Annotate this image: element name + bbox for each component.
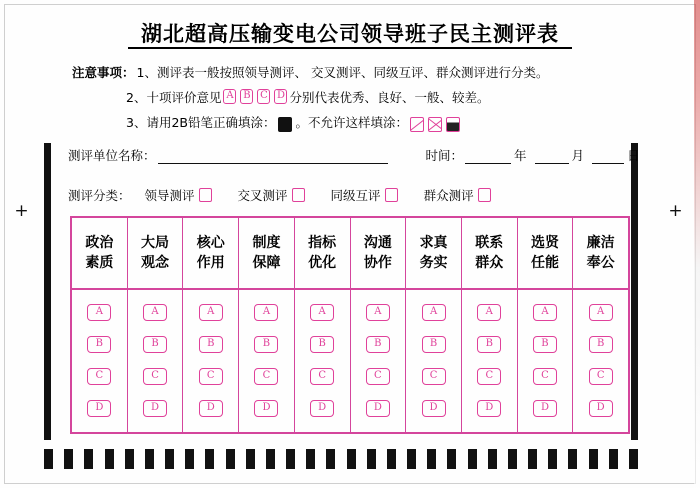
timing-tick [84, 449, 93, 469]
answer-bubble[interactable]: A [87, 304, 111, 321]
answer-bubble[interactable]: B [477, 336, 501, 353]
answer-bubble[interactable]: D [199, 400, 223, 417]
grid-column-bubbles [462, 290, 517, 432]
grid-column [239, 218, 295, 432]
grid-column-header [295, 218, 350, 290]
answer-bubble[interactable]: C [422, 368, 446, 385]
timing-tick [609, 449, 618, 469]
note-3-number: 3、 [126, 115, 147, 130]
timing-tick [226, 449, 235, 469]
timing-bar-left [44, 143, 51, 440]
grid-column-header-line1: 选贤 [530, 235, 559, 251]
answer-bubble[interactable]: B [589, 336, 613, 353]
timing-tick [44, 449, 53, 469]
timing-tick [326, 449, 335, 469]
note-3-text-after: 。不允许这样填涂： [295, 115, 408, 130]
category-option-cross-label: 交叉测评 [237, 188, 288, 203]
answer-bubble[interactable]: B [87, 336, 111, 353]
category-label: 测评分类： [68, 188, 131, 203]
timing-tick [306, 449, 315, 469]
answer-bubble[interactable]: C [589, 368, 613, 385]
grid-column [462, 218, 518, 432]
grid-column [406, 218, 462, 432]
timing-tick [548, 449, 557, 469]
grid-column-header-line2: 协作 [363, 255, 392, 271]
answer-bubble[interactable]: B [310, 336, 334, 353]
answer-bubble[interactable]: A [310, 304, 334, 321]
note-2-text-after: 分别代表优秀、良好、一般、较差。 [289, 90, 490, 105]
grid-column-header-line1: 沟通 [363, 235, 392, 251]
grid-column-header-line1: 廉洁 [586, 235, 615, 251]
grid-column-header [406, 218, 461, 290]
evaluation-grid [70, 216, 630, 434]
grid-column [573, 218, 628, 432]
category-option-mass-label: 群众测评 [423, 188, 474, 203]
category-option-mass-checkbox[interactable] [478, 188, 491, 202]
grid-column-header-line1: 联系 [475, 235, 504, 251]
grid-column-bubbles [295, 290, 350, 432]
timing-tick [407, 449, 416, 469]
grid-column-bubbles [351, 290, 406, 432]
grid-column-header-line2: 优化 [308, 255, 337, 271]
unit-name-input[interactable] [158, 149, 388, 164]
grid-column [295, 218, 351, 432]
timing-tick [125, 449, 134, 469]
grid-column-bubbles [72, 290, 127, 432]
timing-tick [165, 449, 174, 469]
registration-mark-right-icon: + [668, 201, 683, 221]
grid-column [128, 218, 184, 432]
answer-bubble[interactable]: B [199, 336, 223, 353]
answer-bubble[interactable]: C [533, 368, 557, 385]
grid-column-header-line2: 保障 [252, 255, 281, 271]
timing-tick [105, 449, 114, 469]
option-bubble-a: A [223, 89, 236, 104]
grid-column-bubbles [573, 290, 628, 432]
grid-column-header-line1: 指标 [308, 235, 337, 251]
timing-tick [145, 449, 154, 469]
timing-tick [266, 449, 275, 469]
note-2-number: 2、 [126, 90, 147, 105]
answer-bubble[interactable]: A [589, 304, 613, 321]
category-option-peer-label: 同级互评 [330, 188, 381, 203]
answer-bubble[interactable]: A [477, 304, 501, 321]
grid-column-header-line2: 任能 [530, 255, 559, 271]
answer-bubble[interactable]: D [477, 400, 501, 417]
grid-column-header-line1: 核心 [196, 235, 225, 251]
grid-column-header [72, 218, 127, 290]
answer-bubble[interactable]: C [477, 368, 501, 385]
timing-tick [488, 449, 497, 469]
note-1-text: 测评表一般按照领导测评、 交叉测评、同级互评、群众测评进行分类。 [156, 65, 549, 80]
note-line-2 [72, 85, 632, 110]
grid-column-header [239, 218, 294, 290]
timing-tick [64, 449, 73, 469]
unit-and-date-row [68, 146, 642, 164]
grid-column-header-line1: 大局 [141, 235, 170, 251]
grid-column-header [573, 218, 628, 290]
wrong-fill-slash-icon [410, 117, 424, 132]
month-unit: 月 [571, 148, 585, 163]
timing-tick [205, 449, 214, 469]
answer-bubble[interactable]: D [422, 400, 446, 417]
answer-bubble[interactable]: D [533, 400, 557, 417]
grid-column-header-line2: 观念 [141, 255, 170, 271]
category-option-mass[interactable] [424, 186, 491, 204]
grid-column [72, 218, 128, 432]
timing-tick [367, 449, 376, 469]
category-option-cross[interactable] [238, 186, 305, 204]
timing-tick [447, 449, 456, 469]
option-bubble-b: B [240, 89, 253, 104]
wrong-fill-cross-icon [428, 117, 442, 132]
note-2-text-before: 十项评价意见 [146, 90, 222, 105]
note-line-1 [72, 60, 632, 85]
grid-column-header-line1: 政治 [85, 235, 114, 251]
answer-bubble[interactable]: D [254, 400, 278, 417]
grid-column [518, 218, 574, 432]
answer-bubble[interactable]: D [310, 400, 334, 417]
answer-bubble[interactable]: C [199, 368, 223, 385]
answer-bubble[interactable]: A [199, 304, 223, 321]
grid-column-bubbles [183, 290, 238, 432]
grid-column [351, 218, 407, 432]
timing-tick [185, 449, 194, 469]
timing-tick [427, 449, 436, 469]
notes-block [72, 60, 632, 135]
correct-fill-mark-icon [278, 117, 292, 132]
grid-column-bubbles [128, 290, 183, 432]
grid-column-header [518, 218, 573, 290]
category-option-leader-checkbox[interactable] [199, 188, 212, 202]
category-row [68, 186, 517, 204]
grid-column-header-line2: 作用 [196, 255, 225, 271]
grid-column-header-line1: 制度 [252, 235, 281, 251]
unit-label: 测评单位名称： [68, 148, 156, 163]
answer-bubble[interactable]: C [87, 368, 111, 385]
option-bubble-d: D [274, 89, 287, 104]
answer-bubble[interactable]: B [254, 336, 278, 353]
answer-bubble[interactable]: D [589, 400, 613, 417]
page-title: 湖北超高压输变电公司领导班子民主测评表 [141, 22, 559, 46]
answer-bubble[interactable]: A [533, 304, 557, 321]
grid-column-bubbles [518, 290, 573, 432]
note-1-number: 1、 [136, 65, 157, 80]
grid-column [183, 218, 239, 432]
timing-track-bottom [44, 449, 638, 469]
timing-tick [468, 449, 477, 469]
timing-tick [589, 449, 598, 469]
timing-tick [508, 449, 517, 469]
answer-bubble[interactable]: B [143, 336, 167, 353]
timing-tick [528, 449, 537, 469]
category-option-peer-checkbox[interactable] [385, 188, 398, 202]
answer-bubble[interactable]: C [143, 368, 167, 385]
grid-column-header-line2: 群众 [475, 255, 504, 271]
grid-column-header [128, 218, 183, 290]
answer-bubble[interactable]: A [422, 304, 446, 321]
grid-column-header [183, 218, 238, 290]
grid-column-header-line2: 素质 [85, 255, 114, 271]
answer-bubble[interactable]: D [366, 400, 390, 417]
timing-tick [629, 449, 638, 469]
timing-tick [387, 449, 396, 469]
answer-bubble[interactable]: A [254, 304, 278, 321]
timing-tick [246, 449, 255, 469]
answer-bubble[interactable]: D [87, 400, 111, 417]
note-line-3 [72, 110, 632, 135]
day-unit: 日 [627, 148, 640, 163]
answer-bubble[interactable]: C [310, 368, 334, 385]
answer-bubble[interactable]: A [143, 304, 167, 321]
grid-column-header-line2: 奉公 [586, 255, 615, 271]
grid-column-header-line1: 求真 [419, 235, 448, 251]
time-label: 时间： [425, 148, 464, 163]
month-input[interactable] [535, 149, 569, 164]
year-unit: 年 [514, 148, 527, 163]
title-underline [128, 47, 572, 49]
category-option-peer[interactable] [331, 186, 398, 204]
answer-bubble[interactable]: C [254, 368, 278, 385]
answer-bubble[interactable]: B [366, 336, 390, 353]
wrong-fill-half-icon [446, 117, 460, 132]
day-input[interactable] [592, 149, 624, 164]
answer-bubble[interactable]: B [533, 336, 557, 353]
scan-edge-artifact [694, 0, 700, 488]
notes-label: 注意事项： [72, 65, 135, 80]
category-option-cross-checkbox[interactable] [292, 188, 305, 202]
timing-bar-right [631, 143, 638, 440]
category-option-leader-label: 领导测评 [144, 188, 195, 203]
answer-bubble[interactable]: D [143, 400, 167, 417]
timing-tick [568, 449, 577, 469]
registration-mark-left-icon: + [14, 201, 29, 221]
grid-column-bubbles [406, 290, 461, 432]
grid-column-header [351, 218, 406, 290]
grid-column-header-line2: 务实 [419, 255, 448, 271]
grid-column-bubbles [239, 290, 294, 432]
year-input[interactable] [465, 149, 511, 164]
grid-column-header [462, 218, 517, 290]
answer-bubble[interactable]: B [422, 336, 446, 353]
answer-bubble[interactable]: C [366, 368, 390, 385]
answer-bubble[interactable]: A [366, 304, 390, 321]
timing-tick [286, 449, 295, 469]
option-bubble-c: C [257, 89, 270, 104]
timing-tick [347, 449, 356, 469]
category-option-leader[interactable] [145, 186, 212, 204]
note-3-text-before: 请用2B铅笔正确填涂： [146, 115, 276, 130]
